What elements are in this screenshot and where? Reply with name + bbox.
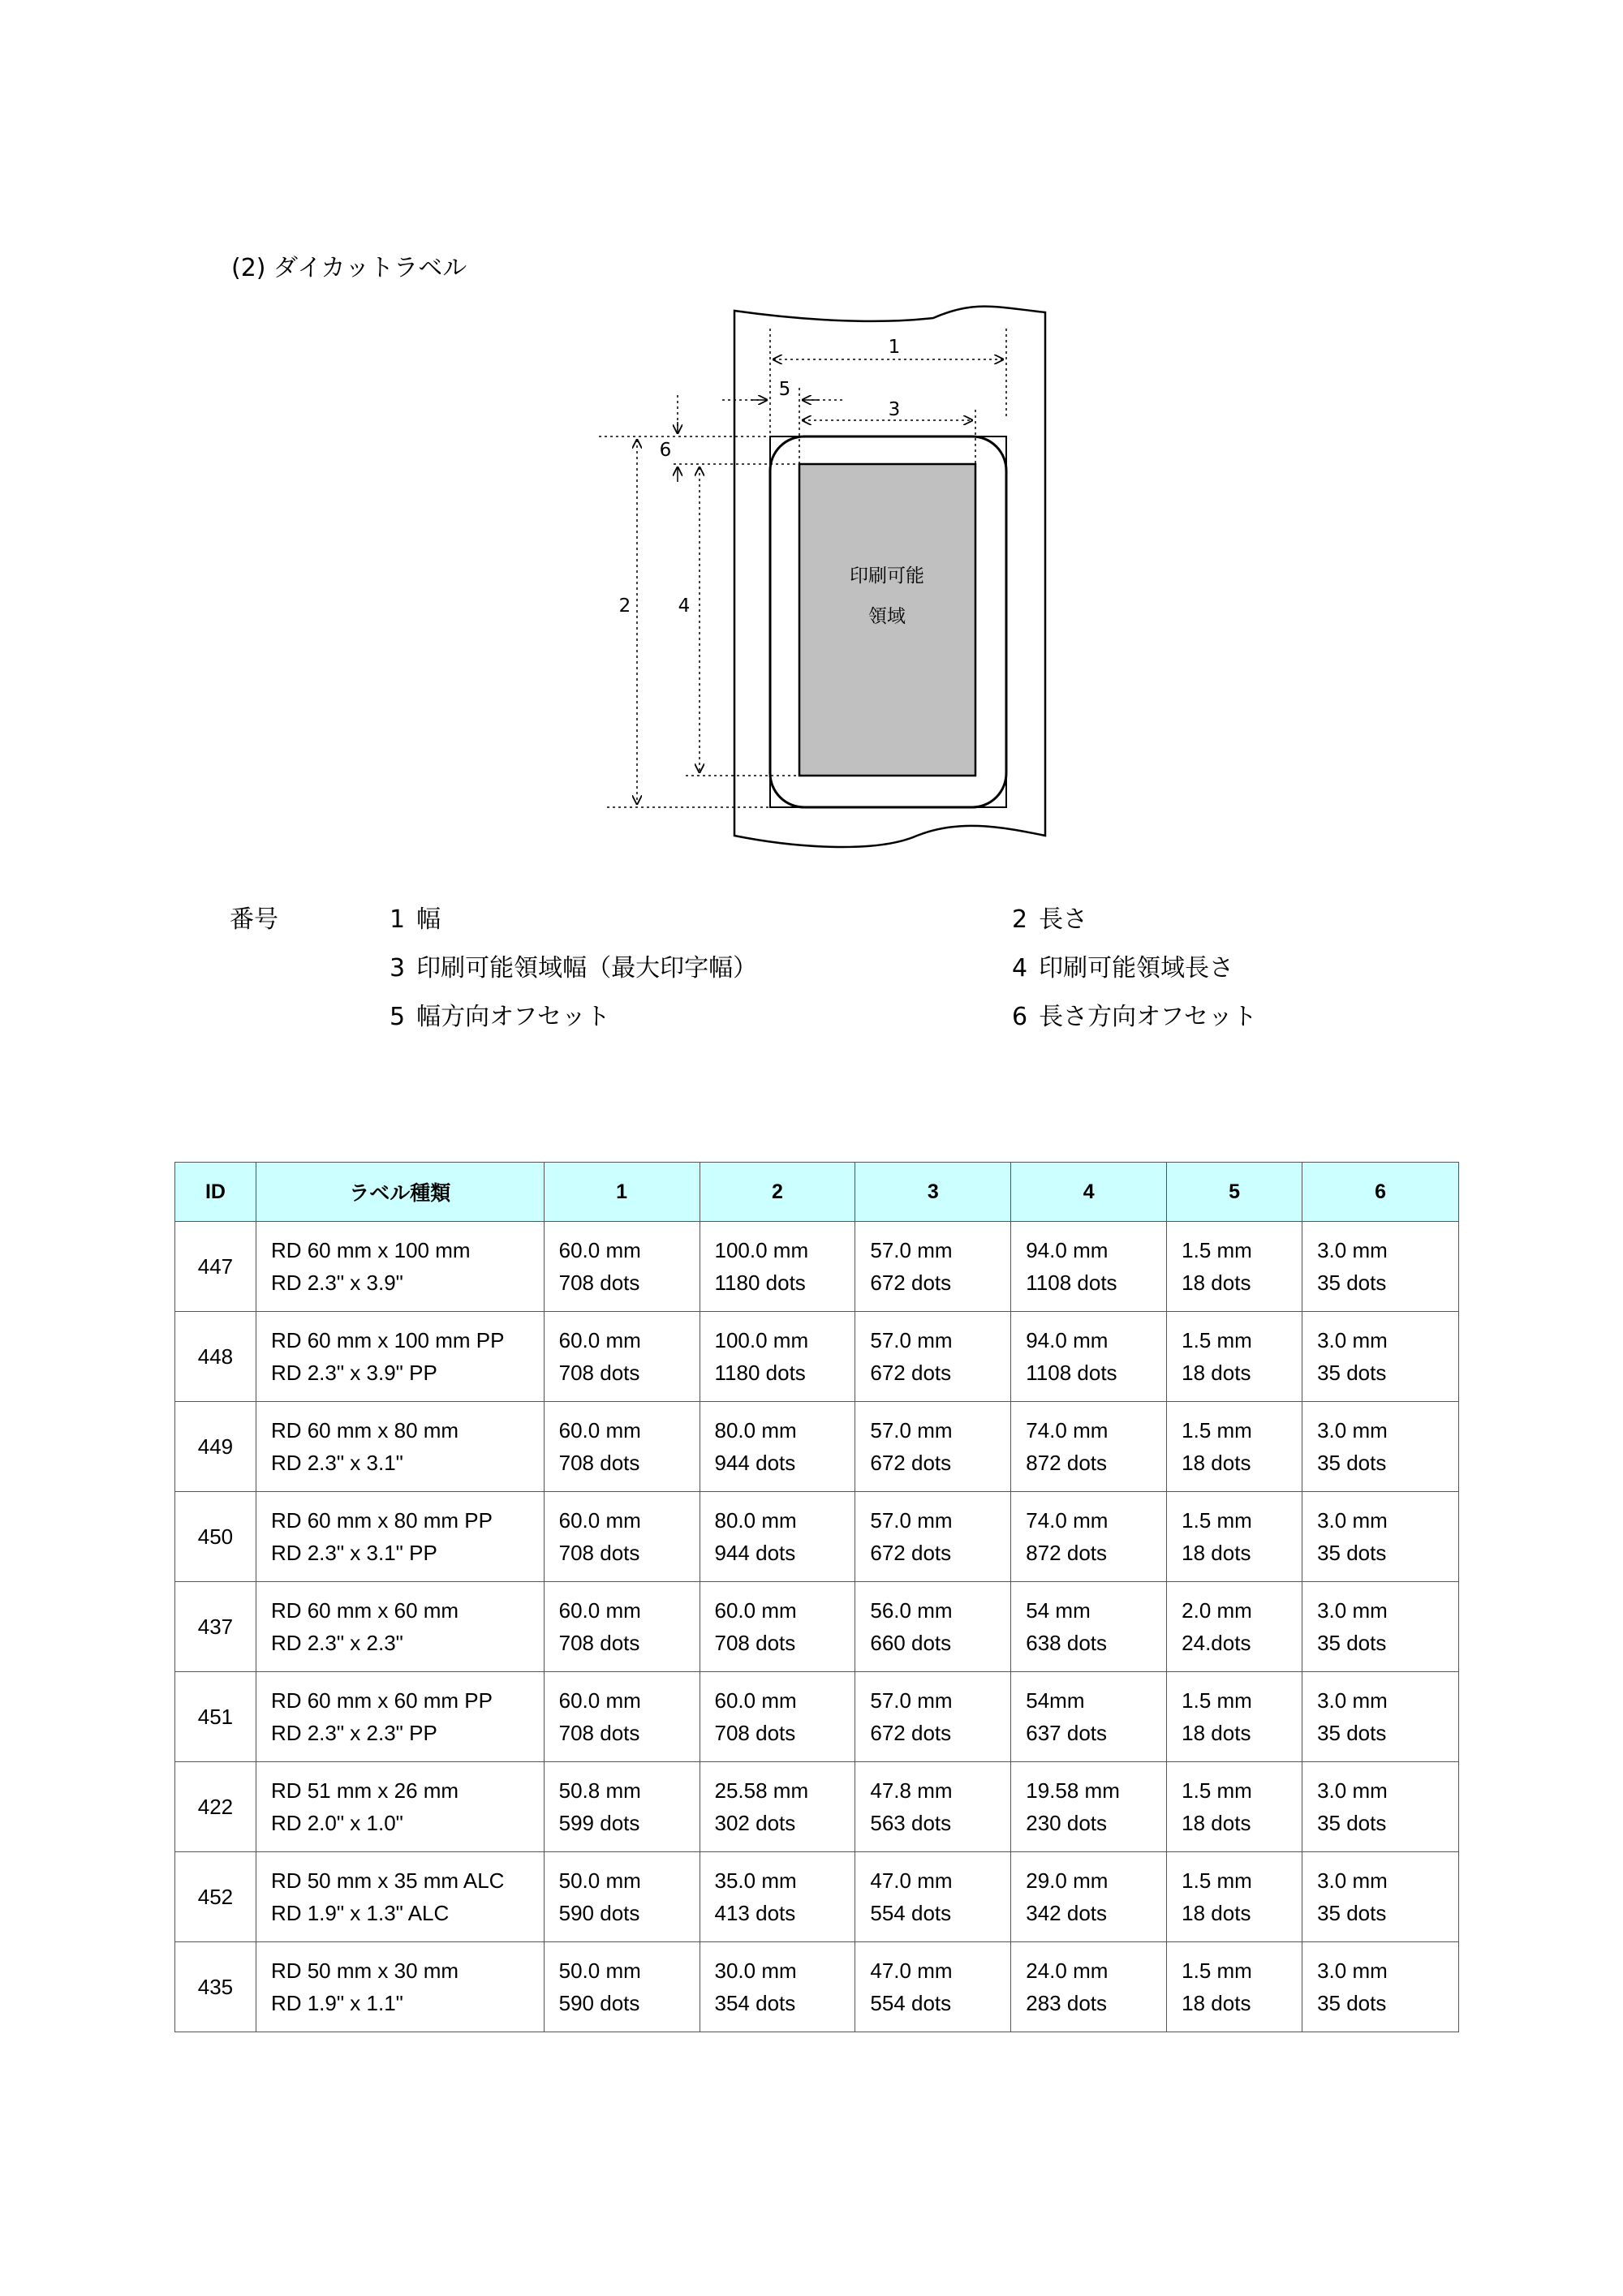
cell-line-primary: RD 51 mm x 26 mm bbox=[270, 1778, 459, 1803]
cell-line-primary: 1.5 mm bbox=[1182, 1328, 1252, 1352]
cell-c4 bbox=[1011, 1582, 1167, 1672]
cell-c4 bbox=[1011, 1312, 1167, 1402]
cell-line-secondary: 708 dots bbox=[558, 1451, 640, 1475]
cell-c1 bbox=[544, 1312, 700, 1402]
cell-label-type bbox=[256, 1672, 544, 1762]
legend-item-number: 3 bbox=[390, 954, 406, 982]
cell-line-secondary: RD 1.9" x 1.1" bbox=[270, 1991, 403, 2015]
cell-label-type bbox=[256, 1852, 544, 1942]
cell-line-primary: 50.0 mm bbox=[558, 1868, 641, 1893]
legend-item-text: 印刷可能領域幅（最大印字幅） bbox=[416, 954, 758, 982]
cell-line-secondary: 1108 dots bbox=[1026, 1361, 1117, 1385]
cell-c4 bbox=[1011, 1942, 1167, 2032]
table-row bbox=[175, 1852, 1459, 1942]
legend-item-number: 5 bbox=[390, 1003, 406, 1031]
cell-c1 bbox=[544, 1852, 700, 1942]
cell-label-type bbox=[256, 1942, 544, 2032]
cell-line-secondary: 872 dots bbox=[1026, 1451, 1108, 1475]
cell-id: 449 bbox=[175, 1402, 256, 1492]
table-row bbox=[175, 1222, 1459, 1312]
cell-c2 bbox=[700, 1582, 855, 1672]
cell-line-primary: 1.5 mm bbox=[1182, 1868, 1252, 1893]
printable-area-label-2: 領域 bbox=[868, 606, 906, 627]
cell-label-type bbox=[256, 1402, 544, 1492]
cell-line-primary: 1.5 mm bbox=[1182, 1958, 1252, 1983]
cell-c2 bbox=[700, 1942, 855, 2032]
cell-line-secondary: 35 dots bbox=[1317, 1991, 1387, 2015]
cell-line-secondary: 35 dots bbox=[1317, 1271, 1387, 1295]
cell-line-secondary: 672 dots bbox=[870, 1271, 952, 1295]
cell-c5 bbox=[1167, 1942, 1302, 2032]
cell-c2 bbox=[700, 1492, 855, 1582]
cell-line-secondary: RD 2.0" x 1.0" bbox=[270, 1811, 403, 1835]
cell-line-primary: 3.0 mm bbox=[1317, 1868, 1388, 1893]
cell-line-primary: 30.0 mm bbox=[714, 1958, 797, 1983]
cell-id: 452 bbox=[175, 1852, 256, 1942]
cell-c1 bbox=[544, 1942, 700, 2032]
table-header-row bbox=[175, 1163, 1459, 1222]
legend-item-2 bbox=[1012, 899, 1087, 935]
cell-line-secondary: 1180 dots bbox=[714, 1361, 806, 1385]
cell-line-secondary: RD 2.3" x 3.1" bbox=[270, 1451, 403, 1475]
cell-id: 450 bbox=[175, 1492, 256, 1582]
cell-line-primary: 57.0 mm bbox=[870, 1238, 953, 1262]
cell-c4 bbox=[1011, 1492, 1167, 1582]
cell-line-primary: 60.0 mm bbox=[558, 1328, 641, 1352]
cell-c6 bbox=[1302, 1942, 1459, 2032]
cell-line-secondary: 944 dots bbox=[714, 1451, 796, 1475]
cell-c2 bbox=[700, 1222, 855, 1312]
cell-c4 bbox=[1011, 1762, 1167, 1852]
cell-line-primary: 80.0 mm bbox=[714, 1418, 797, 1443]
cell-line-primary: 29.0 mm bbox=[1026, 1868, 1109, 1893]
cell-line-secondary: 35 dots bbox=[1317, 1361, 1387, 1385]
cell-line-secondary: 18 dots bbox=[1182, 1271, 1251, 1295]
cell-line-primary: 47.0 mm bbox=[870, 1868, 953, 1893]
cell-c4 bbox=[1011, 1672, 1167, 1762]
dim-label-1: 1 bbox=[888, 337, 901, 358]
cell-line-primary: 3.0 mm bbox=[1317, 1328, 1388, 1352]
column-header-id: ID bbox=[175, 1163, 256, 1222]
table-row bbox=[175, 1942, 1459, 2032]
cell-line-secondary: 18 dots bbox=[1182, 1811, 1251, 1835]
cell-line-primary: 100.0 mm bbox=[714, 1238, 809, 1262]
legend-item-6 bbox=[1012, 996, 1257, 1032]
cell-line-secondary: 342 dots bbox=[1026, 1901, 1108, 1925]
cell-line-primary: RD 60 mm x 60 mm bbox=[270, 1598, 459, 1623]
legend-item-text: 印刷可能領域長さ bbox=[1039, 954, 1234, 982]
cell-line-secondary: 660 dots bbox=[870, 1631, 952, 1655]
column-header-5: 5 bbox=[1167, 1163, 1302, 1222]
cell-line-primary: 1.5 mm bbox=[1182, 1238, 1252, 1262]
cell-line-primary: 3.0 mm bbox=[1317, 1238, 1388, 1262]
cell-line-secondary: 18 dots bbox=[1182, 1991, 1251, 2015]
cell-c1 bbox=[544, 1222, 700, 1312]
cell-label-type bbox=[256, 1492, 544, 1582]
cell-line-primary: RD 60 mm x 100 mm bbox=[270, 1238, 471, 1262]
cell-line-secondary: 18 dots bbox=[1182, 1451, 1251, 1475]
table-row bbox=[175, 1672, 1459, 1762]
cell-c3 bbox=[855, 1762, 1011, 1852]
column-header-4: 4 bbox=[1011, 1163, 1167, 1222]
cell-line-secondary: 590 dots bbox=[558, 1991, 640, 2015]
cell-line-secondary: 672 dots bbox=[870, 1721, 952, 1745]
cell-line-secondary: 708 dots bbox=[558, 1271, 640, 1295]
cell-line-primary: 19.58 mm bbox=[1026, 1778, 1120, 1803]
cell-c1 bbox=[544, 1402, 700, 1492]
cell-c2 bbox=[700, 1852, 855, 1942]
cell-line-secondary: 35 dots bbox=[1317, 1631, 1387, 1655]
cell-line-primary: 35.0 mm bbox=[714, 1868, 797, 1893]
cell-line-secondary: 708 dots bbox=[714, 1721, 796, 1745]
cell-line-secondary: 18 dots bbox=[1182, 1541, 1251, 1565]
dim-label-5: 5 bbox=[778, 379, 791, 400]
cell-line-secondary: RD 1.9" x 1.3" ALC bbox=[270, 1901, 450, 1925]
legend-item-4 bbox=[1012, 948, 1233, 983]
cell-c2 bbox=[700, 1402, 855, 1492]
cell-line-primary: RD 60 mm x 80 mm PP bbox=[270, 1508, 493, 1533]
cell-c6 bbox=[1302, 1402, 1459, 1492]
cell-line-primary: 60.0 mm bbox=[558, 1418, 641, 1443]
cell-c1 bbox=[544, 1762, 700, 1852]
cell-line-secondary: 554 dots bbox=[870, 1991, 952, 2015]
legend-item-1 bbox=[390, 899, 441, 935]
cell-c2 bbox=[700, 1672, 855, 1762]
cell-line-secondary: 590 dots bbox=[558, 1901, 640, 1925]
cell-line-primary: 60.0 mm bbox=[714, 1598, 797, 1623]
cell-c5 bbox=[1167, 1852, 1302, 1942]
cell-line-secondary: 18 dots bbox=[1182, 1361, 1251, 1385]
cell-line-secondary: 18 dots bbox=[1182, 1901, 1251, 1925]
cell-line-secondary: 708 dots bbox=[714, 1631, 796, 1655]
table-row bbox=[175, 1312, 1459, 1402]
legend-item-text: 長さ方向オフセット bbox=[1039, 1003, 1257, 1031]
cell-c5 bbox=[1167, 1762, 1302, 1852]
legend-item-number: 6 bbox=[1012, 1003, 1028, 1031]
column-header-label-type: ラベル種類 bbox=[256, 1163, 544, 1222]
cell-c6 bbox=[1302, 1672, 1459, 1762]
cell-c2 bbox=[700, 1762, 855, 1852]
cell-line-primary: 1.5 mm bbox=[1182, 1778, 1252, 1803]
cell-line-secondary: 563 dots bbox=[870, 1811, 952, 1835]
cell-line-primary: 1.5 mm bbox=[1182, 1418, 1252, 1443]
cell-c6 bbox=[1302, 1222, 1459, 1312]
cell-line-secondary: 672 dots bbox=[870, 1451, 952, 1475]
cell-label-type bbox=[256, 1312, 544, 1402]
cell-line-primary: 54mm bbox=[1026, 1688, 1085, 1713]
cell-c4 bbox=[1011, 1222, 1167, 1312]
cell-line-primary: 60.0 mm bbox=[558, 1508, 641, 1533]
cell-line-secondary: RD 2.3" x 2.3" bbox=[270, 1631, 403, 1655]
cell-c5 bbox=[1167, 1672, 1302, 1762]
cell-line-secondary: 230 dots bbox=[1026, 1811, 1108, 1835]
cell-line-primary: RD 60 mm x 80 mm bbox=[270, 1418, 459, 1443]
cell-c4 bbox=[1011, 1852, 1167, 1942]
cell-line-primary: 54 mm bbox=[1026, 1598, 1091, 1623]
cell-id: 435 bbox=[175, 1942, 256, 2032]
cell-line-primary: 80.0 mm bbox=[714, 1508, 797, 1533]
cell-line-secondary: 413 dots bbox=[714, 1901, 796, 1925]
cell-c1 bbox=[544, 1672, 700, 1762]
legend-title: 番号 bbox=[230, 905, 278, 934]
cell-line-secondary: RD 2.3" x 3.1" PP bbox=[270, 1541, 437, 1565]
cell-line-secondary: 35 dots bbox=[1317, 1811, 1387, 1835]
cell-line-primary: 3.0 mm bbox=[1317, 1598, 1388, 1623]
cell-line-primary: 57.0 mm bbox=[870, 1328, 953, 1352]
cell-line-primary: 74.0 mm bbox=[1026, 1418, 1109, 1443]
cell-line-primary: 74.0 mm bbox=[1026, 1508, 1109, 1533]
column-header-6: 6 bbox=[1302, 1163, 1459, 1222]
cell-line-primary: 3.0 mm bbox=[1317, 1958, 1388, 1983]
cell-line-primary: 24.0 mm bbox=[1026, 1958, 1109, 1983]
cell-line-secondary: 18 dots bbox=[1182, 1721, 1251, 1745]
section-heading: (2) ダイカットラベル bbox=[231, 254, 467, 282]
column-header-2: 2 bbox=[700, 1163, 855, 1222]
dim-label-4: 4 bbox=[678, 595, 691, 617]
cell-c5 bbox=[1167, 1492, 1302, 1582]
cell-line-primary: 60.0 mm bbox=[558, 1598, 641, 1623]
legend-item-text: 長さ bbox=[1039, 905, 1088, 934]
cell-c3 bbox=[855, 1402, 1011, 1492]
cell-line-primary: 57.0 mm bbox=[870, 1508, 953, 1533]
legend-item-3 bbox=[390, 948, 757, 983]
die-cut-label-diagram bbox=[0, 0, 1623, 876]
cell-line-secondary: RD 2.3" x 2.3" PP bbox=[270, 1721, 437, 1745]
cell-line-secondary: 637 dots bbox=[1026, 1721, 1108, 1745]
cell-c5 bbox=[1167, 1402, 1302, 1492]
cell-line-primary: 25.58 mm bbox=[714, 1778, 809, 1803]
cell-line-secondary: 944 dots bbox=[714, 1541, 796, 1565]
cell-c4 bbox=[1011, 1402, 1167, 1492]
cell-c6 bbox=[1302, 1762, 1459, 1852]
cell-line-secondary: 24.dots bbox=[1182, 1631, 1251, 1655]
cell-line-secondary: 672 dots bbox=[870, 1541, 952, 1565]
cell-line-secondary: 354 dots bbox=[714, 1991, 796, 2015]
cell-line-primary: 1.5 mm bbox=[1182, 1688, 1252, 1713]
cell-line-secondary: 35 dots bbox=[1317, 1901, 1387, 1925]
column-header-3: 3 bbox=[855, 1163, 1011, 1222]
cell-line-secondary: 35 dots bbox=[1317, 1451, 1387, 1475]
cell-c6 bbox=[1302, 1852, 1459, 1942]
cell-line-primary: RD 50 mm x 30 mm bbox=[270, 1958, 459, 1983]
cell-line-primary: 60.0 mm bbox=[714, 1688, 797, 1713]
cell-line-secondary: 1180 dots bbox=[714, 1271, 806, 1295]
cell-label-type bbox=[256, 1582, 544, 1672]
cell-c5 bbox=[1167, 1582, 1302, 1672]
cell-c3 bbox=[855, 1312, 1011, 1402]
cell-line-secondary: 708 dots bbox=[558, 1541, 640, 1565]
cell-label-type bbox=[256, 1222, 544, 1312]
cell-c5 bbox=[1167, 1222, 1302, 1312]
cell-line-secondary: RD 2.3" x 3.9" PP bbox=[270, 1361, 437, 1385]
cell-line-primary: 57.0 mm bbox=[870, 1418, 953, 1443]
cell-line-secondary: RD 2.3" x 3.9" bbox=[270, 1271, 403, 1295]
cell-c5 bbox=[1167, 1312, 1302, 1402]
cell-line-secondary: 638 dots bbox=[1026, 1631, 1108, 1655]
cell-id: 451 bbox=[175, 1672, 256, 1762]
cell-id: 448 bbox=[175, 1312, 256, 1402]
cell-c6 bbox=[1302, 1582, 1459, 1672]
cell-line-secondary: 35 dots bbox=[1317, 1541, 1387, 1565]
table-row bbox=[175, 1582, 1459, 1672]
legend-item-number: 1 bbox=[390, 905, 406, 934]
cell-line-primary: 57.0 mm bbox=[870, 1688, 953, 1713]
cell-line-primary: 60.0 mm bbox=[558, 1688, 641, 1713]
cell-line-secondary: 872 dots bbox=[1026, 1541, 1108, 1565]
cell-line-primary: 94.0 mm bbox=[1026, 1238, 1109, 1262]
cell-id: 447 bbox=[175, 1222, 256, 1312]
cell-line-secondary: 554 dots bbox=[870, 1901, 952, 1925]
cell-line-secondary: 672 dots bbox=[870, 1361, 952, 1385]
legend-item-number: 4 bbox=[1012, 954, 1028, 982]
cell-c3 bbox=[855, 1582, 1011, 1672]
cell-line-primary: 3.0 mm bbox=[1317, 1778, 1388, 1803]
cell-id: 422 bbox=[175, 1762, 256, 1852]
cell-c3 bbox=[855, 1222, 1011, 1312]
cell-c6 bbox=[1302, 1312, 1459, 1402]
cell-c6 bbox=[1302, 1492, 1459, 1582]
cell-c2 bbox=[700, 1312, 855, 1402]
cell-line-primary: 50.8 mm bbox=[558, 1778, 641, 1803]
cell-line-secondary: 708 dots bbox=[558, 1721, 640, 1745]
cell-c3 bbox=[855, 1852, 1011, 1942]
table-row bbox=[175, 1762, 1459, 1852]
legend-item-5 bbox=[390, 996, 610, 1032]
table-row bbox=[175, 1492, 1459, 1582]
dim-label-6: 6 bbox=[659, 440, 672, 461]
cell-line-primary: 94.0 mm bbox=[1026, 1328, 1109, 1352]
cell-line-secondary: 302 dots bbox=[714, 1811, 796, 1835]
cell-line-primary: 1.5 mm bbox=[1182, 1508, 1252, 1533]
cell-line-primary: 2.0 mm bbox=[1182, 1598, 1252, 1623]
table-row bbox=[175, 1402, 1459, 1492]
cell-line-primary: 50.0 mm bbox=[558, 1958, 641, 1983]
cell-c3 bbox=[855, 1672, 1011, 1762]
legend-item-text: 幅方向オフセット bbox=[416, 1003, 610, 1031]
cell-line-secondary: 599 dots bbox=[558, 1811, 640, 1835]
cell-label-type bbox=[256, 1762, 544, 1852]
cell-line-primary: 60.0 mm bbox=[558, 1238, 641, 1262]
legend-item-number: 2 bbox=[1012, 905, 1028, 934]
cell-line-secondary: 283 dots bbox=[1026, 1991, 1108, 2015]
cell-line-secondary: 35 dots bbox=[1317, 1721, 1387, 1745]
label-spec-table bbox=[174, 1162, 1459, 2032]
cell-line-primary: 3.0 mm bbox=[1317, 1418, 1388, 1443]
cell-c3 bbox=[855, 1492, 1011, 1582]
dim-label-2: 2 bbox=[618, 595, 631, 617]
cell-line-primary: 3.0 mm bbox=[1317, 1688, 1388, 1713]
cell-line-secondary: 1108 dots bbox=[1026, 1271, 1117, 1295]
cell-line-primary: 100.0 mm bbox=[714, 1328, 809, 1352]
cell-line-primary: 47.8 mm bbox=[870, 1778, 953, 1803]
cell-c1 bbox=[544, 1492, 700, 1582]
legend-item-text: 幅 bbox=[416, 905, 441, 934]
cell-line-primary: 47.0 mm bbox=[870, 1958, 953, 1983]
printable-area-label-1: 印刷可能 bbox=[850, 565, 924, 587]
cell-line-secondary: 708 dots bbox=[558, 1631, 640, 1655]
cell-c1 bbox=[544, 1582, 700, 1672]
cell-line-primary: RD 50 mm x 35 mm ALC bbox=[270, 1868, 505, 1893]
cell-line-primary: 3.0 mm bbox=[1317, 1508, 1388, 1533]
cell-line-primary: RD 60 mm x 100 mm PP bbox=[270, 1328, 505, 1352]
column-header-1: 1 bbox=[544, 1163, 700, 1222]
cell-line-secondary: 708 dots bbox=[558, 1361, 640, 1385]
cell-line-primary: RD 60 mm x 60 mm PP bbox=[270, 1688, 493, 1713]
cell-line-primary: 56.0 mm bbox=[870, 1598, 953, 1623]
dim-label-3: 3 bbox=[888, 399, 901, 420]
cell-c3 bbox=[855, 1942, 1011, 2032]
cell-id: 437 bbox=[175, 1582, 256, 1672]
